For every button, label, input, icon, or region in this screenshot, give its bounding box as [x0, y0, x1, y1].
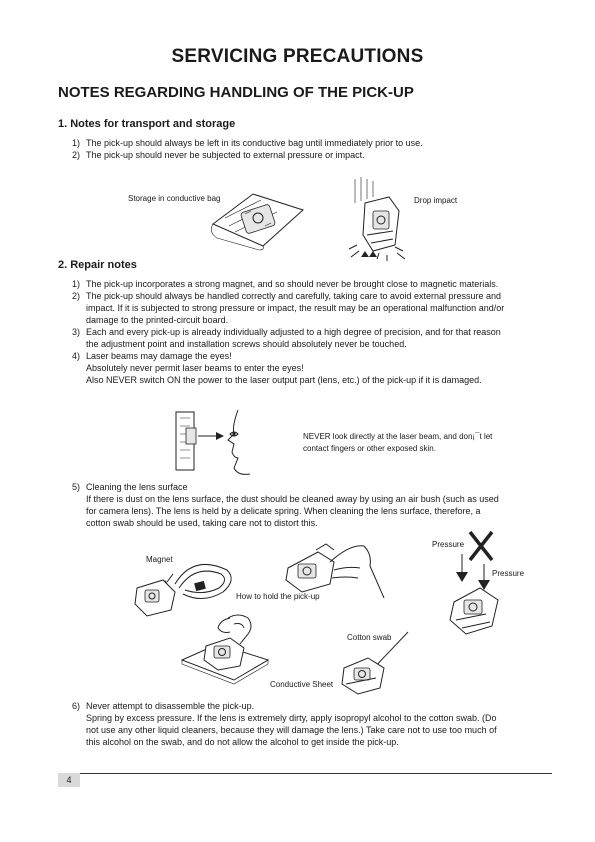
list-item-number: 6): [72, 701, 81, 711]
label-pressure-right: Pressure: [492, 569, 525, 578]
illustration-hold-pickup: [280, 540, 390, 600]
list-item-text: Laser beams may damage the eyes!: [86, 351, 232, 361]
list-item-text: The pick-up should never be subjected to external pressure or impact.: [86, 150, 365, 160]
list-item: [72, 290, 550, 326]
list-item: [72, 278, 550, 290]
list-item-number: 1): [72, 279, 81, 289]
list-repair-c: [72, 700, 550, 748]
list-item-text: Never attempt to disassemble the pick-up.: [86, 701, 255, 711]
list-repair-b: [72, 481, 550, 529]
list-item: [72, 700, 550, 748]
list-item-text: The pick-up should always be left in its conductive bag until immediately prior to use.: [86, 138, 423, 148]
list-item-number: 5): [72, 482, 81, 492]
list-item-text: The pick-up should always be handled correctly and carefully, taking care to avoid external pressure and: [86, 291, 502, 301]
label-storage-bag: Storage in conductive bag: [128, 194, 221, 203]
list-item-text: If there is dust on the lens surface, the dust should be cleaned away by using an air bush (such as used: [86, 494, 499, 504]
footer-rule: [80, 773, 552, 774]
list-item-text: for camera lens). The lens is held by a delicate spring. When cleaning the lens surface, therefore, a: [86, 506, 481, 516]
illustration-storage-bag: [205, 188, 305, 253]
illustration-cotton-swab: [336, 628, 416, 698]
illustration-laser-eye: [172, 408, 262, 478]
label-how-to-hold: How to hold the pick-up: [236, 592, 320, 601]
label-drop-impact: Drop impact: [414, 196, 458, 205]
list-transport: [72, 137, 550, 161]
list-item-text: not use any other liquid cleaners, because they will damage the lens.) Take care not to use too much of: [86, 725, 497, 735]
page-number: 4: [58, 773, 80, 787]
list-item-text: cotton swab should be used, taking care not to distort this.: [86, 518, 318, 528]
label-conductive-sheet: Conductive Sheet: [270, 680, 334, 689]
list-item-text: The pick-up incorporates a strong magnet, and so should never be brought close to magnetic materials.: [86, 279, 499, 289]
list-item: [72, 350, 550, 386]
list-item-text: this alcohol on the swab, and do not allow the alcohol to get inside the pick-up.: [86, 737, 399, 747]
list-item-number: 2): [72, 150, 81, 160]
list-item-text: the adjustment point and installation screws should absolutely never be touched.: [86, 339, 407, 349]
list-item-number: 2): [72, 291, 81, 301]
laser-warning-note: [303, 431, 533, 455]
list-item-text: Cleaning the lens surface: [86, 482, 188, 492]
list-item-text: Each and every pick-up is already individually adjusted to a high degree of precision, and for that reason: [86, 327, 501, 337]
list-item: [72, 481, 550, 529]
page-title: SERVICING PRECAUTIONS: [171, 46, 424, 67]
laser-note-line: contact fingers or other exposed skin.: [303, 444, 436, 453]
list-item-number: 3): [72, 327, 81, 337]
list-item-text: Also NEVER switch ON the power to the laser output part (lens, etc.) of the pick-up if it is damaged.: [86, 375, 482, 385]
page-subtitle: NOTES REGARDING HANDLING OF THE PICK-UP: [58, 84, 414, 101]
list-item-number: 4): [72, 351, 81, 361]
section-heading-transport: 1. Notes for transport and storage: [58, 118, 236, 130]
illustration-drop-impact: [343, 175, 413, 265]
list-repair-a: [72, 278, 550, 386]
list-item-text: damage to the printed-circuit board.: [86, 315, 229, 325]
label-pressure-top: Pressure: [432, 540, 465, 549]
illustration-pressure: [440, 530, 520, 640]
list-item-text: Spring by excess pressure. If the lens is extremely dirty, apply isopropyl alcohol to the cotton swab. (Do: [86, 713, 497, 723]
list-item: [72, 326, 550, 350]
section-heading-repair: 2. Repair notes: [58, 259, 137, 271]
illustration-conductive-sheet: [178, 610, 278, 690]
list-item: [72, 137, 550, 149]
label-magnet: Magnet: [146, 555, 173, 564]
list-item-text: Absolutely never permit laser beams to enter the eyes!: [86, 363, 304, 373]
list-item: [72, 149, 550, 161]
laser-note-line: NEVER look directly at the laser beam, and don¡¯t let: [303, 432, 493, 441]
label-cotton-swab: Cotton swab: [347, 633, 392, 642]
list-item-number: 1): [72, 138, 81, 148]
list-item-text: impact. If it is subjected to strong pressure or impact, the result may be an operational malfunction and/or: [86, 303, 505, 313]
